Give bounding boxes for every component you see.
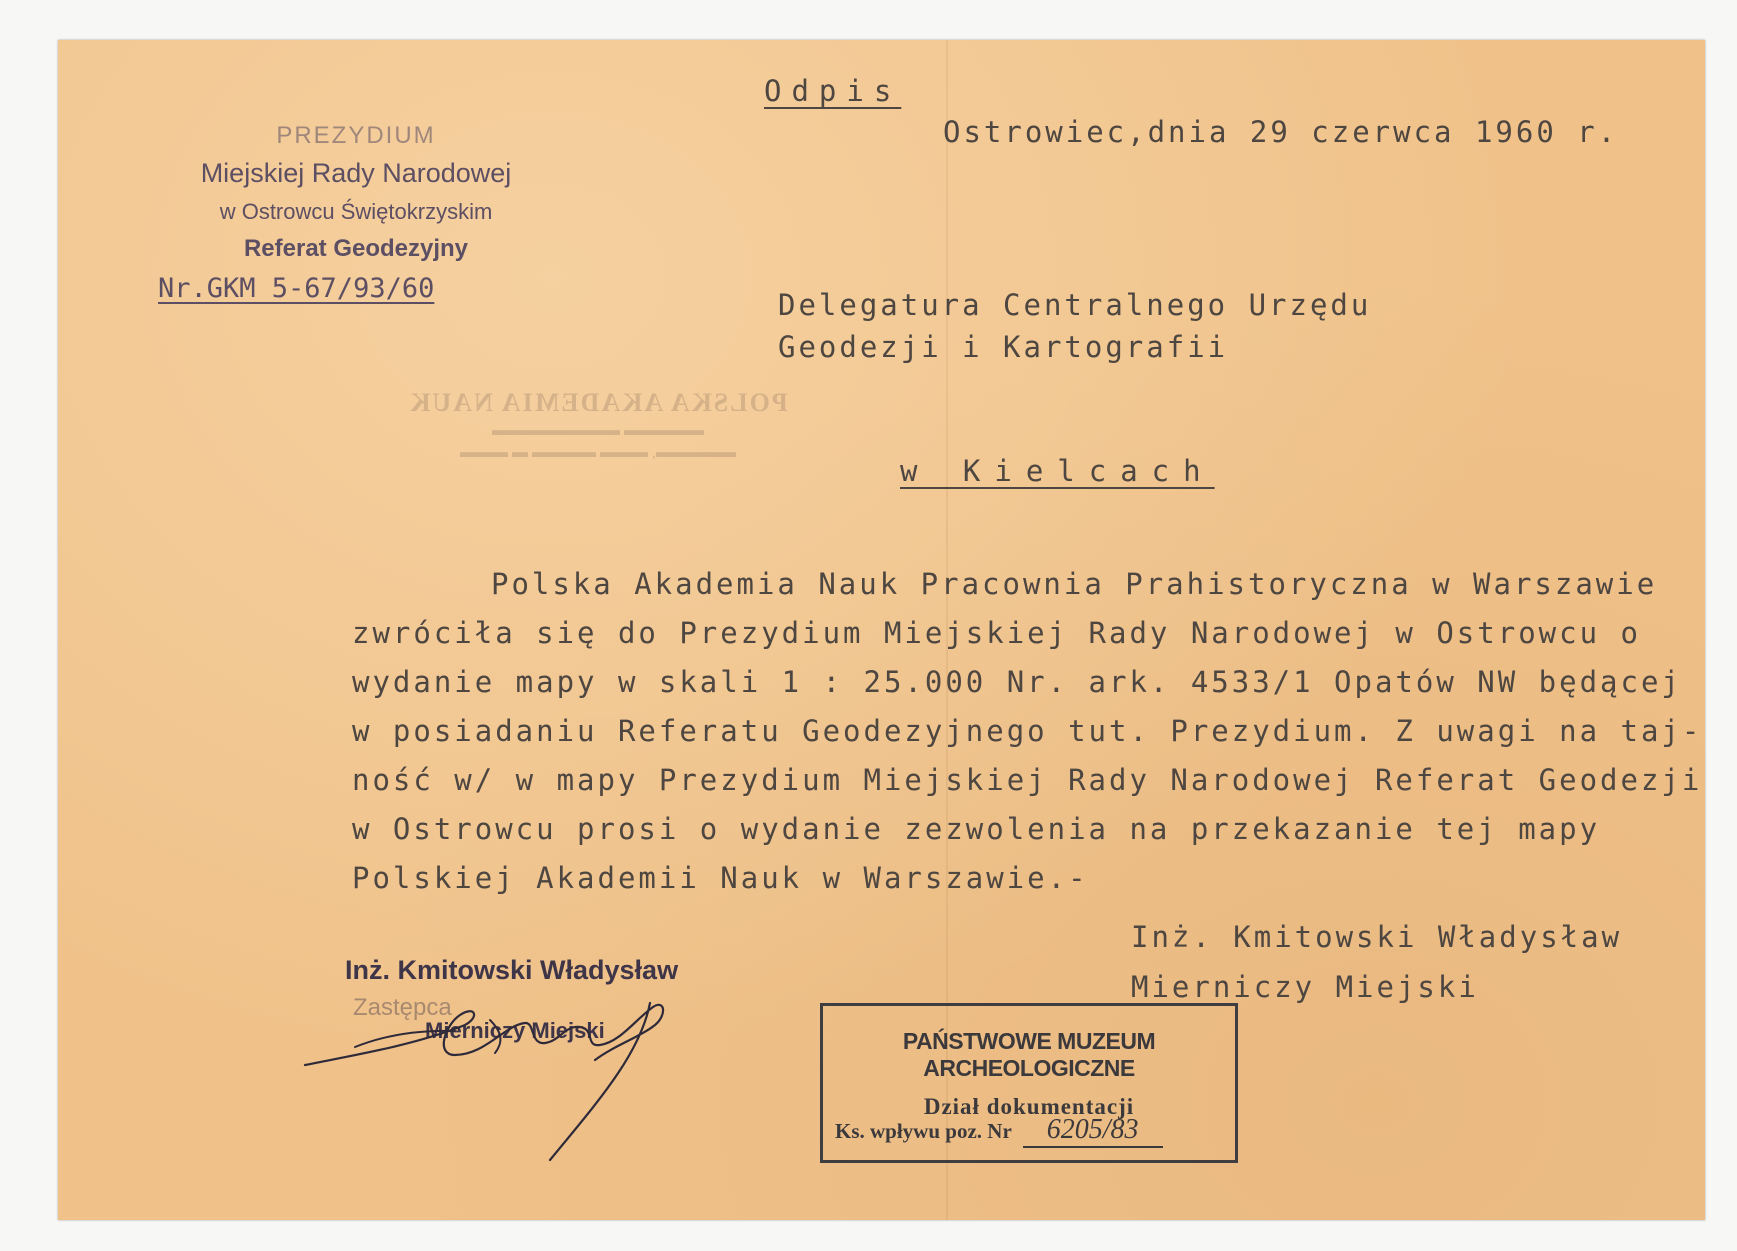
body-line-1: Polska Akademia Nauk Pracownia Prahistoryczna w Warszawie [491, 567, 1658, 601]
bleed-through-text: POLSKA AKADEMIA NAUK [408, 388, 788, 417]
museum-stamp-register [835, 1114, 1163, 1148]
register-number: 6205/83 [1023, 1114, 1163, 1148]
recipient-line-1: Delegatura Centralnego Urzędu [778, 288, 1372, 322]
typed-signature-title: Mierniczy Miejski [1131, 970, 1479, 1004]
body-line-6: w Ostrowcu prosi o wydanie zezwolenia na przekazanie tej mapy [352, 812, 1601, 846]
museum-stamp-name: PAŃSTWOWE MUZEUM ARCHEOLOGICZNE [902, 1028, 1156, 1081]
body-line-3: wydanie mapy w skali 1 : 25.000 Nr. ark. 4533/1 Opatów NW będącej [352, 665, 1682, 699]
surveyor-stamp-name: Inż. Kmitowski Władysław [345, 955, 679, 985]
body-line-4: w posiadaniu Referatu Geodezyjnego tut. Prezydium. Z uwagi na taj- [352, 714, 1703, 748]
document-title: Odpis [764, 74, 902, 108]
stamp-line-department: Referat Geodezyjny [243, 235, 469, 262]
stamp-line-city: w Ostrowcu Świętokrzyskim [219, 199, 493, 224]
bleed-through-scribble-2: ▬▬▬▬▬, ▬▬▬ ▬▬▬▬ ▬ ▬▬▬ [460, 443, 736, 461]
register-label: Ks. wpływu poz. Nr [835, 1119, 1012, 1143]
museum-stamp [820, 1003, 1238, 1163]
date-line: Ostrowiec,dnia 29 czerwca 1960 r. [943, 115, 1619, 149]
body-line-7: Polskiej Akademii Nauk w Warszawie.- [352, 861, 1089, 895]
recipient-line-2: Geodezji i Kartografii [778, 330, 1229, 364]
bleed-through-scribble-1: ▬▬▬▬▬ ▬▬▬▬▬▬▬▬ [492, 422, 704, 440]
reference-number: Nr.GKM 5-67/93/60 [158, 273, 435, 304]
surveyor-stamp-faded: Zastępca [353, 994, 452, 1021]
bleed-through-stamp [378, 385, 818, 463]
surveyor-stamp-title: Mierniczy Miejski [425, 1018, 605, 1043]
stamp-line-presidium: PREZYDIUM [276, 122, 436, 149]
body-line-2: zwróciła się do Prezydium Miejskiej Rady Narodowej w Ostrowcu o [352, 616, 1641, 650]
recipient-city: w Kielcach [900, 454, 1215, 488]
body-line-5: ność w/ w mapy Prezydium Miejskiej Rady Narodowej Referat Geodezji [352, 763, 1703, 797]
presidium-stamp [136, 122, 576, 304]
museum-stamp-department: Dział dokumentacji [923, 1094, 1135, 1119]
typed-signature-name: Inż. Kmitowski Władysław [1131, 920, 1623, 954]
handwritten-signature [295, 985, 715, 1165]
stamp-line-council: Miejskiej Rady Narodowej [200, 158, 512, 188]
